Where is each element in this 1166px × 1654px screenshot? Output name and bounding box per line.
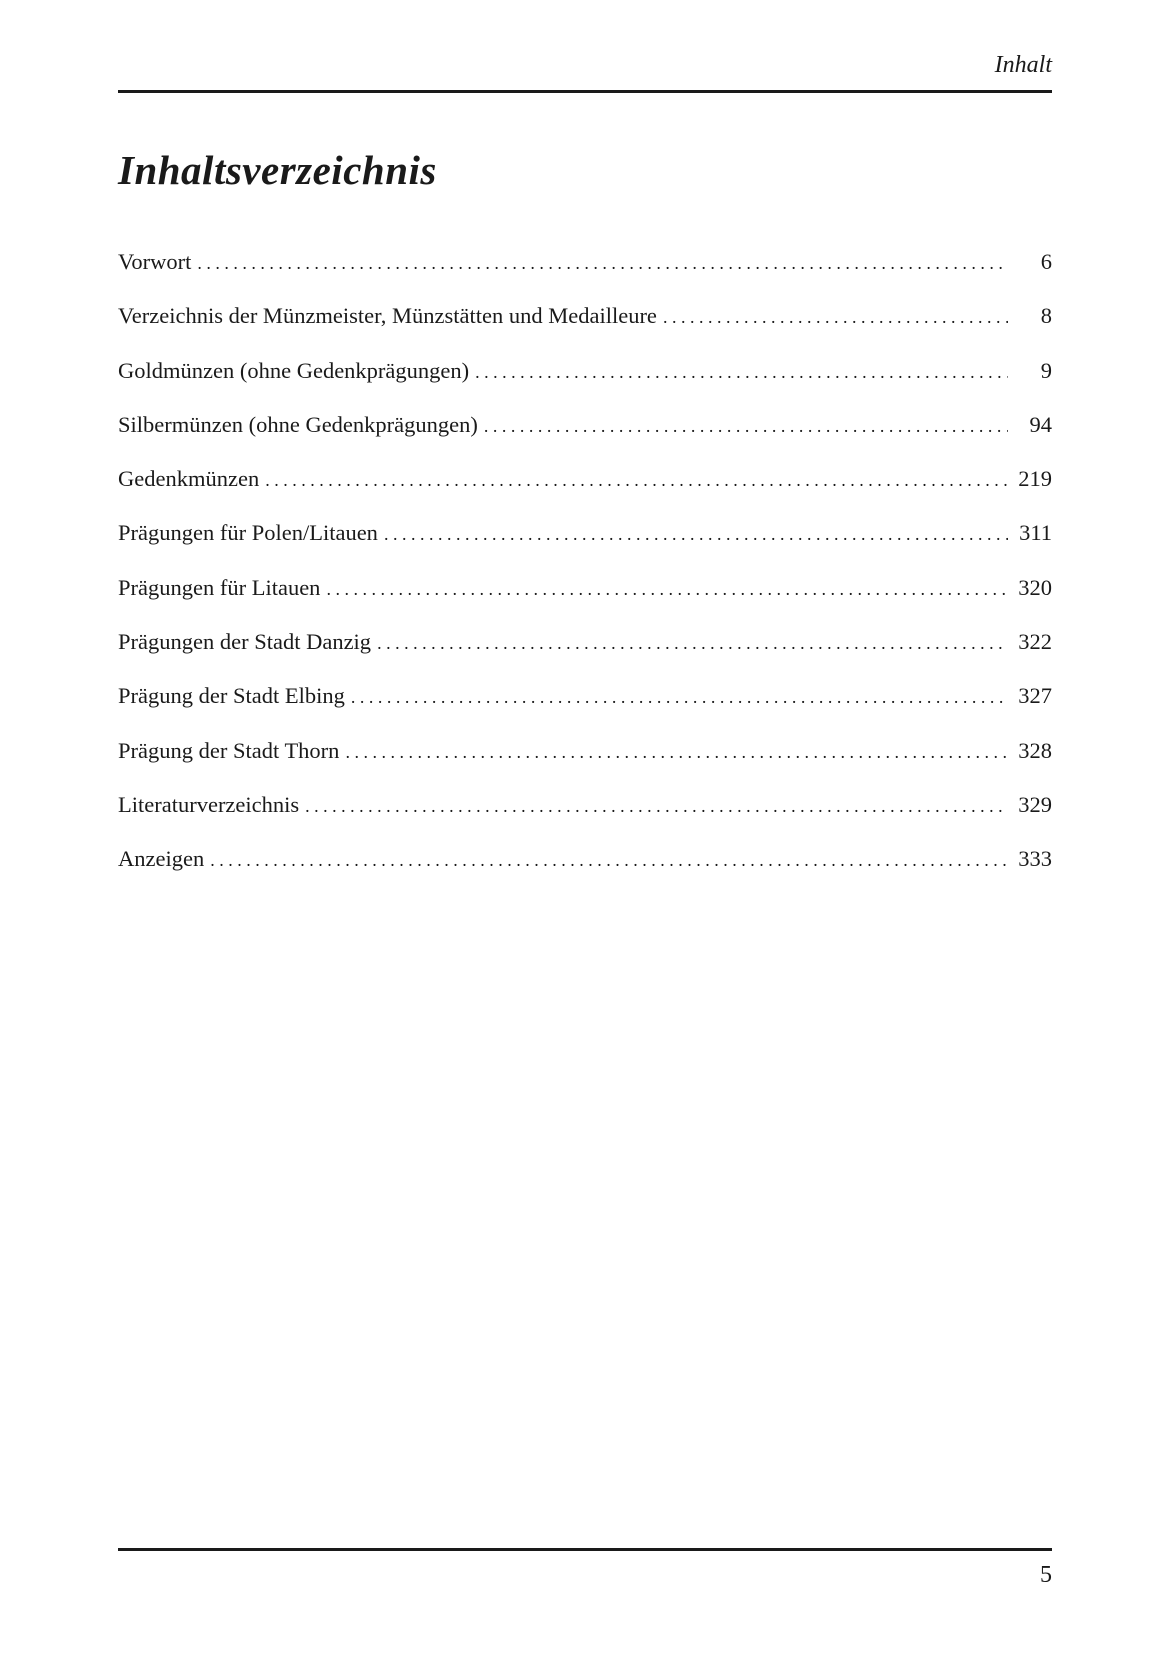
toc-entry-polen-litauen[interactable] <box>118 518 1052 572</box>
toc-entry-elbing[interactable] <box>118 681 1052 735</box>
toc-entry-literatur[interactable] <box>118 790 1052 844</box>
running-header: Inhalt <box>994 52 1052 78</box>
toc-entry-label: Prägung der Stadt Elbing <box>118 683 345 709</box>
dot-leader <box>345 737 1008 767</box>
toc-entry-page: 94 <box>1029 411 1052 437</box>
page-number: 5 <box>1040 1562 1052 1588</box>
toc-entry-gedenkmuenzen[interactable] <box>118 464 1052 518</box>
header-rule <box>118 90 1052 93</box>
toc-entry-page: 219 <box>1018 466 1052 492</box>
toc-entry-page: 328 <box>1018 737 1052 763</box>
toc-entry-page: 8 <box>1040 303 1052 329</box>
toc-entry-label: Anzeigen <box>118 846 205 872</box>
dot-leader <box>475 357 1008 387</box>
toc-entry-page: 320 <box>1018 574 1052 600</box>
toc-entry-vorwort[interactable] <box>118 247 1052 301</box>
dot-leader <box>663 302 1008 332</box>
toc-entry-page: 9 <box>1040 357 1052 383</box>
toc-entry-page: 322 <box>1018 629 1052 655</box>
toc-entry-label: Goldmünzen (ohne Gedenkprägungen) <box>118 357 470 383</box>
toc-entry-page: 311 <box>1019 520 1052 546</box>
toc-entry-page: 327 <box>1018 683 1052 709</box>
table-of-contents <box>118 247 1052 899</box>
toc-entry-label: Prägung der Stadt Thorn <box>118 737 340 763</box>
toc-entry-silbermuenzen[interactable] <box>118 410 1052 464</box>
dot-leader <box>326 574 1008 604</box>
toc-entry-muenzmeister[interactable] <box>118 301 1052 355</box>
toc-entry-label: Literaturverzeichnis <box>118 791 300 817</box>
dot-leader <box>210 845 1008 875</box>
dot-leader <box>351 682 1008 712</box>
toc-entry-goldmuenzen[interactable] <box>118 356 1052 410</box>
toc-entry-label: Verzeichnis der Münzmeister, Münzstätten und Medailleure <box>118 303 657 329</box>
dot-leader <box>305 791 1008 821</box>
toc-entry-label: Gedenkmünzen <box>118 466 260 492</box>
toc-entry-litauen[interactable] <box>118 573 1052 627</box>
toc-entry-label: Vorwort <box>118 249 192 274</box>
dot-leader <box>484 411 1008 441</box>
toc-entry-danzig[interactable] <box>118 627 1052 681</box>
dot-leader <box>377 628 1008 658</box>
toc-entry-page: 333 <box>1018 846 1052 872</box>
toc-entry-label: Prägungen für Litauen <box>118 574 321 600</box>
footer-rule <box>118 1548 1052 1551</box>
toc-entry-label: Prägungen der Stadt Danzig <box>118 629 372 655</box>
toc-entry-label: Prägungen für Polen/Litauen <box>118 520 378 546</box>
toc-entry-page: 6 <box>1040 249 1052 274</box>
toc-entry-page: 329 <box>1018 791 1052 817</box>
dot-leader <box>265 465 1008 495</box>
toc-entry-thorn[interactable] <box>118 736 1052 790</box>
page-title: Inhaltsverzeichnis <box>118 147 437 193</box>
toc-entry-anzeigen[interactable] <box>118 844 1052 898</box>
toc-entry-label: Silbermünzen (ohne Gedenkprägungen) <box>118 411 478 437</box>
dot-leader <box>384 519 1008 549</box>
dot-leader <box>197 248 1008 278</box>
